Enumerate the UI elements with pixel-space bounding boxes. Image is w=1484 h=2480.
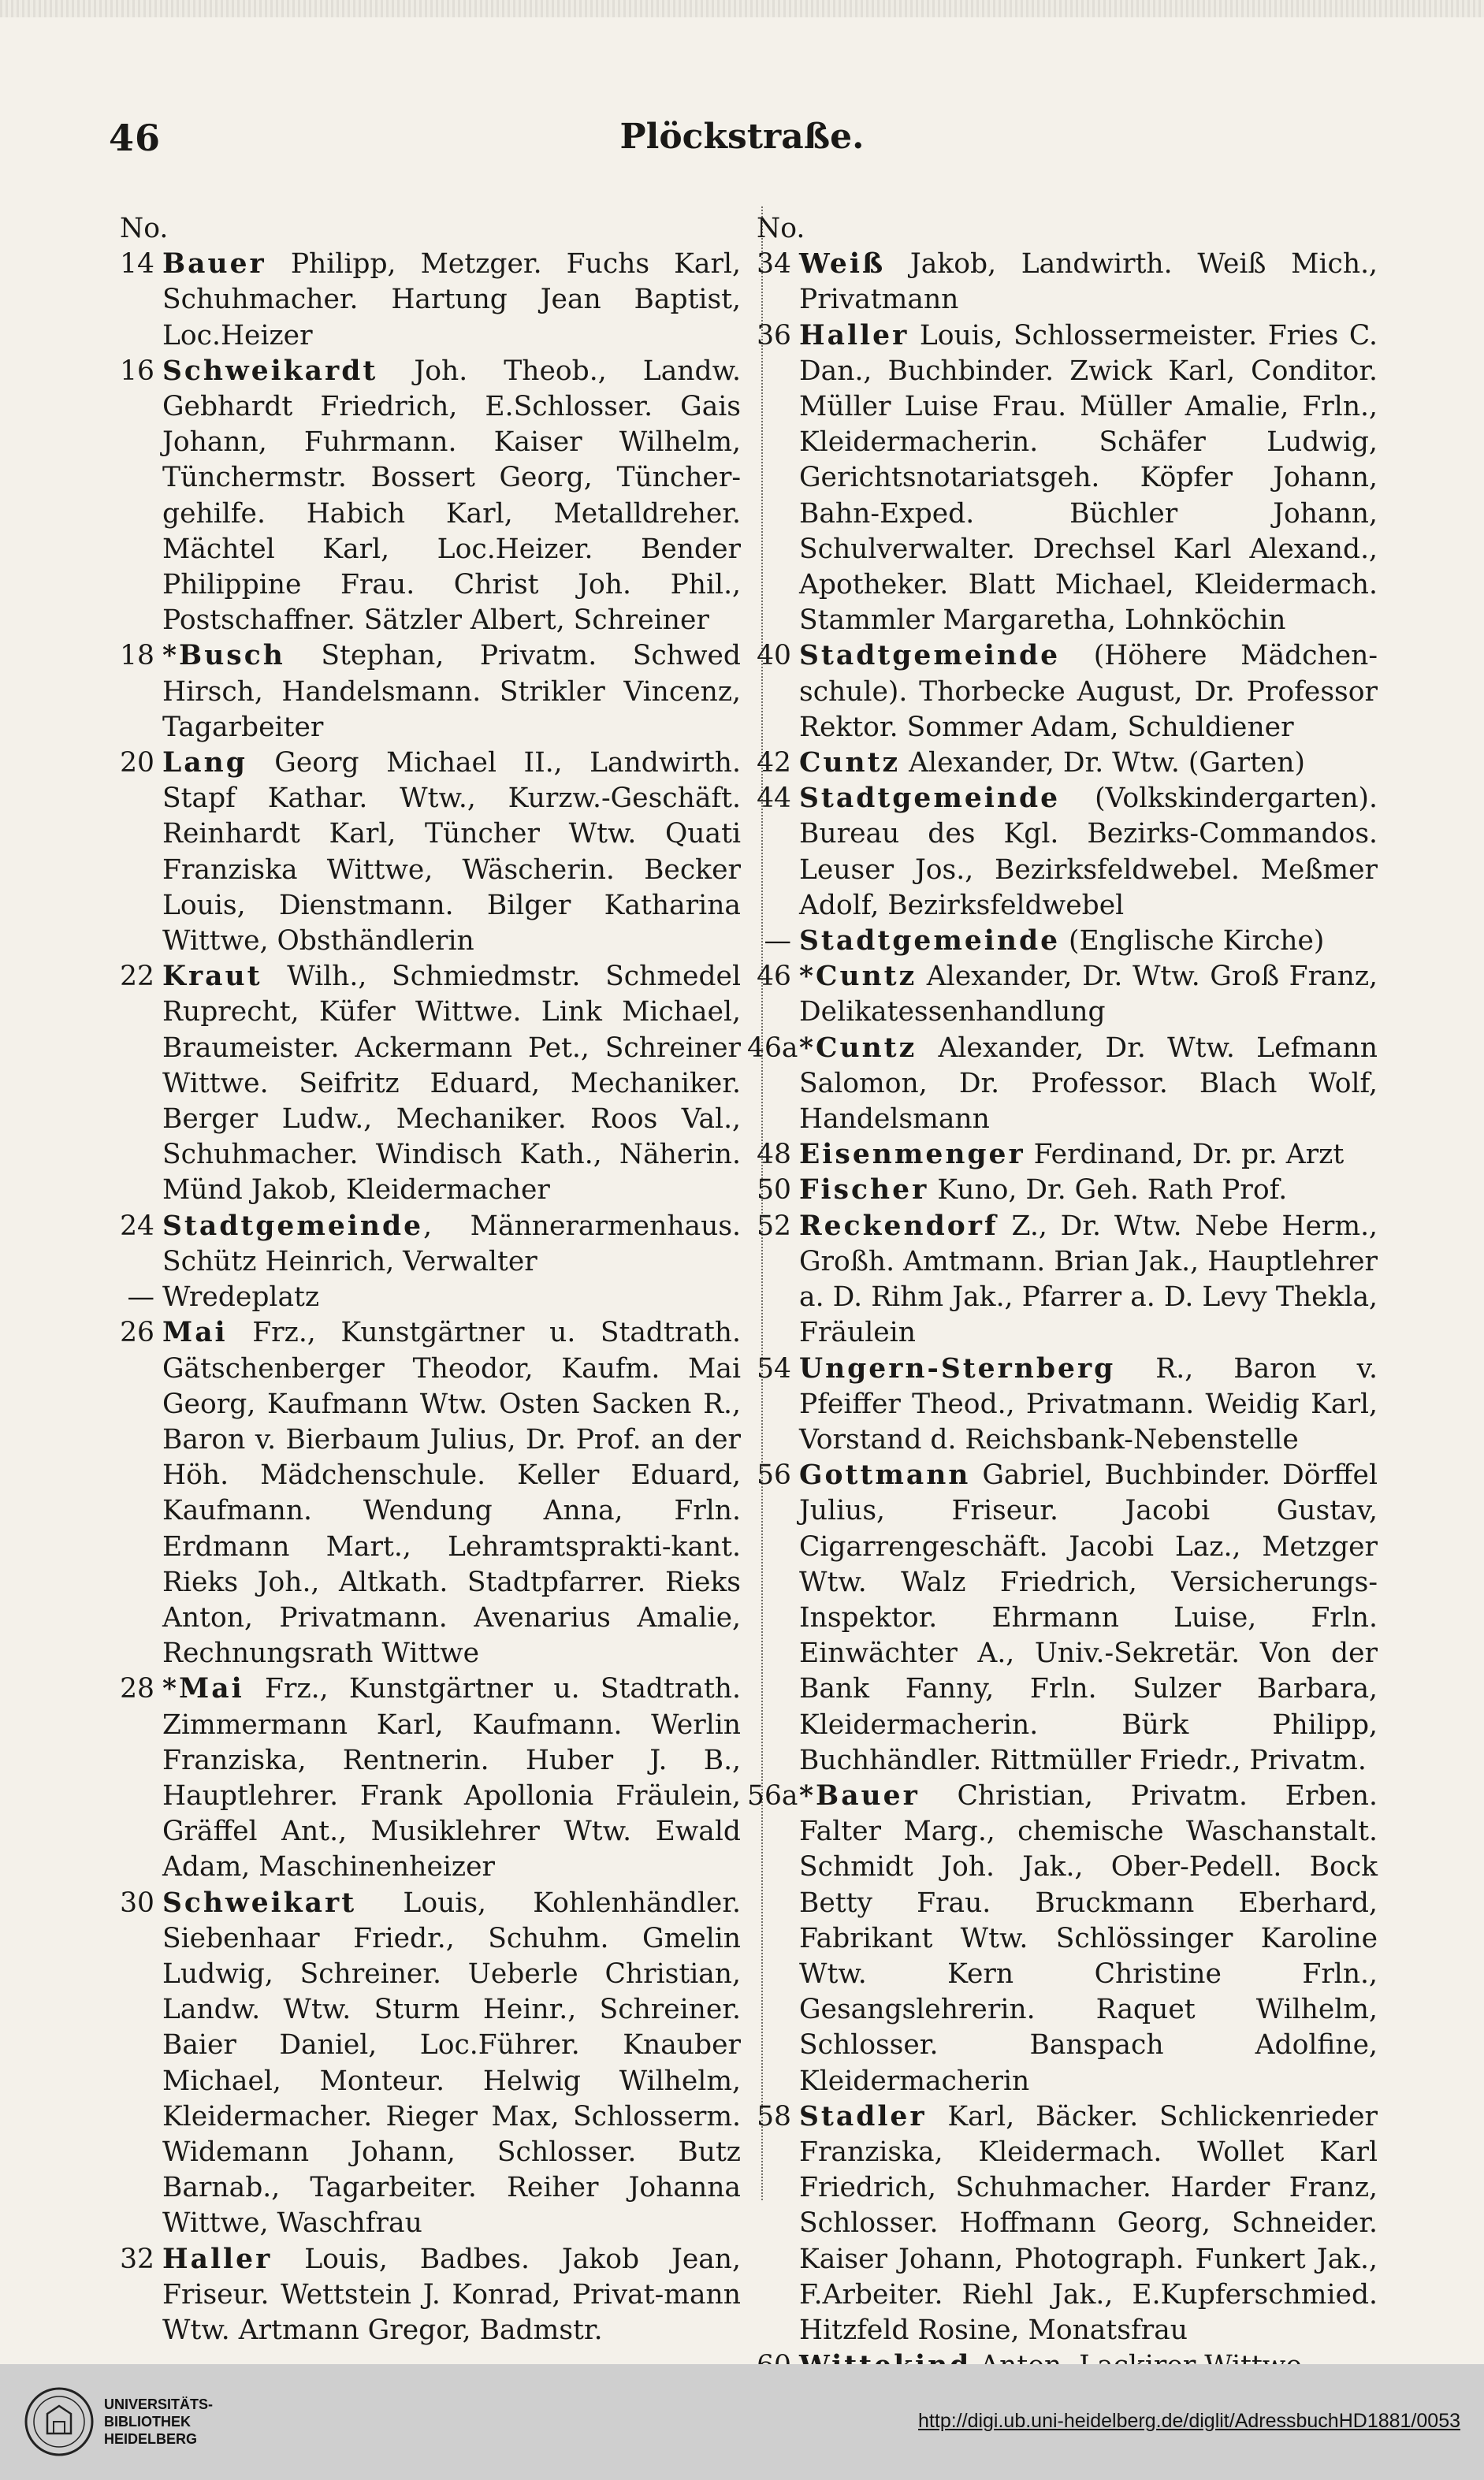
residents-text: Kuno, Dr. Geh. Rath Prof. <box>928 1174 1288 1207</box>
address-entry <box>747 1209 1378 1352</box>
address-entry <box>747 2099 1378 2348</box>
residents-text: Frz., Kunstgärtner u. Stadtrath. Zimmermann Karl, Kaufmann. Werlin Franziska, Rentnerin. Huber J. B., Hauptlehrer. Frank Apollonia Fräulein, Gräffel Ant., Musiklehrer Wtw. Ewald Adam, Maschinenheizer <box>162 1673 741 1883</box>
owner-name: Stadtgemeinde <box>799 640 1061 672</box>
house-number: 58 <box>757 2100 791 2132</box>
owner-name: *Mai <box>162 1673 244 1705</box>
address-entry <box>110 745 741 959</box>
address-entry <box>110 959 741 1208</box>
owner-name: Lang <box>162 747 247 779</box>
residents-text: Alexander, Dr. Wtw. Groß Franz, Delikatessenhandlung <box>799 961 1378 1028</box>
owner-name: Weiß <box>799 248 886 281</box>
house-number: 56 <box>757 1459 791 1492</box>
address-entry <box>747 1173 1378 1208</box>
house-number: 34 <box>757 248 791 281</box>
house-number: 46a <box>747 1032 798 1064</box>
house-number: 24 <box>120 1210 154 1242</box>
owner-name: Ungern-Sternberg <box>799 1352 1116 1385</box>
residents-text: Louis, Badbes. Jakob Jean, Friseur. Wettstein J. Konrad, Privat-mann Wtw. Artmann Gregor, Badmstr. <box>162 2243 741 2346</box>
residents-text: Joh. Theob., Landw. Gebhardt Friedrich, E.Schlosser. Gais Johann, Fuhrmann. Kaiser Wilhelm, Tünchermstr. Bossert Georg, Tüncher-gehilfe. Habich Karl, Metalldreher. Mächtel Karl, Loc.Heizer. Bender Philippine Frau. Christ Joh. Phil., Postschaffner. Sätzler Albert, Schreiner <box>162 355 741 637</box>
scan-edge <box>0 0 1484 17</box>
residents-text: , Männerarmenhaus. Schütz Heinrich, Verwalter <box>162 1210 741 1277</box>
residents-text: (Englische Kirche) <box>1060 925 1325 957</box>
house-number: 30 <box>120 1887 154 1919</box>
residents-text: (Volkskindergarten). Bureau des Kgl. Bezirks-Commandos. Leuser Jos., Bezirksfeldwebel. Meßmer Adolf, Bezirksfeldwebel <box>799 783 1378 921</box>
page-title: Plöckstraße. <box>619 117 865 157</box>
residents-text: Karl, Bäcker. Schlickenrieder Franziska, Kleidermach. Wollet Karl Friedrich, Schuhmacher. Harder Franz, Schlosser. Hoffmann Georg, Schneider. Kaiser Johann, Photograph. Funkert Jak., F.Arbeiter. Riehl Jak., E.Kupferschmied. Hitzfeld Rosine, Monatsfrau <box>799 2100 1378 2346</box>
address-entry <box>747 318 1378 639</box>
owner-name: Stadtgemeinde <box>799 925 1061 957</box>
house-number: 26 <box>120 1317 154 1349</box>
house-number: 42 <box>757 747 791 779</box>
address-entry <box>747 745 1378 781</box>
residents-text: Louis, Kohlenhändler. Siebenhaar Friedr., Schuhm. Gmelin Ludwig, Schreiner. Ueberle Christian, Landw. Wtw. Sturm Heinr., Schreiner. Baier Daniel, Loc.Führer. Knauber Michael, Monteur. Helwig Wilhelm, Kleidermacher. Rieger Max, Schlosserm. Widemann Johann, Schlosser. Butz Barnab., Tagarbeiter. Reiher Johanna Wittwe, Waschfrau <box>162 1887 741 2240</box>
owner-name: Mai <box>162 1317 228 1349</box>
owner-name: Kraut <box>162 961 262 993</box>
address-entry <box>110 1886 741 2242</box>
owner-name: Schweikardt <box>162 355 378 387</box>
residents-text: Stephan, Privatm. Schwed Hirsch, Handelsmann. Strikler Vincenz, Tagarbeiter <box>162 640 741 743</box>
owner-name: Gottmann <box>799 1459 971 1492</box>
house-number: 14 <box>120 248 154 281</box>
owner-name: *Cuntz <box>799 961 917 993</box>
owner-name: *Cuntz <box>799 1032 917 1064</box>
address-entry <box>747 247 1378 318</box>
residents-text: Alexander, Dr. Wtw. (Garten) <box>900 747 1305 779</box>
library-name <box>104 2396 213 2448</box>
house-number: 16 <box>120 355 154 387</box>
residents-text: Christian, Privatm. Erben. Falter Marg., chemische Waschanstalt. Schmidt Joh. Jak., Ober-Pedell. Bock Betty Frau. Bruckmann Eberhard, Fabrikant Wtw. Schlössinger Karoline Wtw. Kern Christine Frln., Gesangslehrerin. Raquet Wilhelm, Schlosser. Banspach Adolfine, Kleidermacherin <box>799 1779 1378 2097</box>
address-entry <box>110 1209 741 1280</box>
address-entry <box>747 1458 1378 1779</box>
address-entry <box>110 1315 741 1671</box>
house-number: 44 <box>757 783 791 815</box>
entry-list <box>747 247 1378 2384</box>
owner-name: *Bauer <box>799 1779 920 1812</box>
owner-name: Stadtgemeinde <box>799 783 1061 815</box>
house-number: — <box>764 925 791 957</box>
owner-name: Stadler <box>799 2100 927 2132</box>
residents-text: Gabriel, Buchbinder. Dörffel Julius, Friseur. Jacobi Gustav, Cigarrengeschäft. Jacobi Laz., Metzger Wtw. Walz Friedrich, Versicherungs-Inspektor. Ehrmann Luise, Frln. Einwächter A., Univ.-Sekretär. Von der Bank Fanny, Frln. Sulzer Barbara, Kleidermacherin. Bürk Philipp, Buchhändler. Rittmüller Friedr., Privatm. <box>799 1459 1378 1776</box>
house-number: 50 <box>757 1174 791 1207</box>
house-number: 20 <box>120 747 154 779</box>
house-number: 28 <box>120 1673 154 1705</box>
address-entry <box>747 1779 1378 2099</box>
house-number: 18 <box>120 640 154 672</box>
right-column <box>747 211 1378 2384</box>
owner-name: *Busch <box>162 640 285 672</box>
owner-name: Fischer <box>799 1174 929 1207</box>
left-column <box>110 211 741 2348</box>
library-name-line: BIBLIOTHEK <box>104 2414 191 2430</box>
residents-text: Frz., Kunstgärtner u. Stadtrath. Gätschenberger Theodor, Kaufm. Mai Georg, Kaufmann Wtw. Osten Sacken R., Baron v. Bierbaum Julius, Dr. Prof. an der Höh. Mädchenschule. Keller Eduard, Kaufmann. Wendung Anna, Frln. Erdmann Mart., Lehramtsprakti-kant. Rieks Joh., Altkath. Stadtpfarrer. Rieks Anton, Privatmann. Avenarius Amalie, Rechnungsrath Wittwe <box>162 1317 741 1670</box>
address-entry <box>110 247 741 354</box>
address-entry <box>110 638 741 745</box>
residents-text: Ferdinand, Dr. pr. Arzt <box>1025 1139 1345 1171</box>
residents-text: Louis, Schlossermeister. Fries C. Dan., Buchbinder. Zwick Karl, Conditor. Müller Luise Frau. Müller Amalie, Frln., Kleidermacherin. Schäfer Ludwig, Gerichtsnotariatsgeh. Köpfer Johann, Bahn-Exped. Büchler Johann, Schulverwalter. Drechsel Karl Alexand., Apotheker. Blatt Michael, Kleidermach. Stammler Margaretha, Lohnköchin <box>799 319 1378 637</box>
column-heading: No. <box>757 213 805 244</box>
residents-text: Georg Michael II., Landwirth. Stapf Kathar. Wtw., Kurzw.-Geschäft. Reinhardt Karl, Tüncher Wtw. Quati Franziska Wittwe, Wäscherin. Becker Louis, Dienstmann. Bilger Katharina Wittwe, Obsthändlerin <box>162 747 741 957</box>
address-entry <box>747 781 1378 924</box>
owner-name: Haller <box>162 2243 273 2275</box>
column-heading: No. <box>120 213 169 244</box>
owner-name: Eisenmenger <box>799 1139 1025 1171</box>
house-number: 56a <box>747 1779 798 1812</box>
house-number: 22 <box>120 961 154 993</box>
library-name-line: UNIVERSITÄTS- <box>104 2396 214 2412</box>
owner-name: Haller <box>799 319 909 351</box>
address-entry <box>110 354 741 639</box>
residents-text: Wredeplatz <box>162 1281 320 1314</box>
address-entry <box>747 1352 1378 1459</box>
house-number: 32 <box>120 2243 154 2275</box>
house-number: 52 <box>757 1210 791 1242</box>
address-entry <box>747 959 1378 1030</box>
address-entry <box>110 2242 741 2349</box>
address-entry <box>747 638 1378 745</box>
house-number: 36 <box>757 319 791 351</box>
house-number: 40 <box>757 640 791 672</box>
house-number: 54 <box>757 1352 791 1385</box>
footer-bar <box>0 2364 1484 2480</box>
owner-name: Bauer <box>162 248 266 281</box>
address-entry <box>747 1031 1378 1138</box>
house-number: 48 <box>757 1139 791 1171</box>
source-url-link[interactable]: http://digi.ub.uni-heidelberg.de/diglit/AdressbuchHD1881/0053 <box>918 2410 1460 2432</box>
address-entry <box>747 1137 1378 1173</box>
owner-name: Schweikart <box>162 1887 357 1919</box>
residents-text: Jakob, Landwirth. Weiß Mich., Privatmann <box>799 248 1378 316</box>
owner-name: Stadtgemeinde <box>162 1210 424 1242</box>
page-number: 46 <box>109 117 162 159</box>
owner-name: Reckendorf <box>799 1210 999 1242</box>
residents-text: Z., Dr. Wtw. Nebe Herm., Großh. Amtmann. Brian Jak., Hauptlehrer a. D. Rihm Jak., Pfarrer a. D. Levy Thekla, Fräulein <box>799 1210 1378 1349</box>
address-entry <box>110 1671 741 1885</box>
residents-text: Philipp, Metzger. Fuchs Karl, Schuhmacher. Hartung Jean Baptist, Loc.Heizer <box>162 248 741 351</box>
library-name-line: HEIDELBERG <box>104 2431 198 2447</box>
address-entry <box>747 924 1378 959</box>
residents-text: Wilh., Schmiedmstr. Schmedel Ruprecht, Küfer Wittwe. Link Michael, Braumeister. Ackermann Pet., Schreiner Wittwe. Seifritz Eduard, Mechaniker. Berger Ludw., Mechaniker. Roos Val., Schuhmacher. Windisch Kath., Näherin. Münd Jakob, Kleidermacher <box>162 961 741 1207</box>
residents-text: Alexander, Dr. Wtw. Lefmann Salomon, Dr. Professor. Blach Wolf, Handelsmann <box>799 1032 1378 1136</box>
house-number: — <box>127 1281 154 1314</box>
library-logo-icon <box>24 2386 95 2457</box>
entry-list <box>110 247 741 2348</box>
residents-text: R., Baron v. Pfeiffer Theod., Privatmann. Weidig Karl, Vorstand d. Reichsbank-Nebenstelle <box>799 1352 1378 1456</box>
residents-text: (Höhere Mädchen-schule). Thorbecke August, Dr. Professor Rektor. Sommer Adam, Schuldiener <box>799 640 1378 743</box>
address-entry <box>110 1280 741 1315</box>
owner-name: Cuntz <box>799 747 901 779</box>
house-number: 46 <box>757 961 791 993</box>
